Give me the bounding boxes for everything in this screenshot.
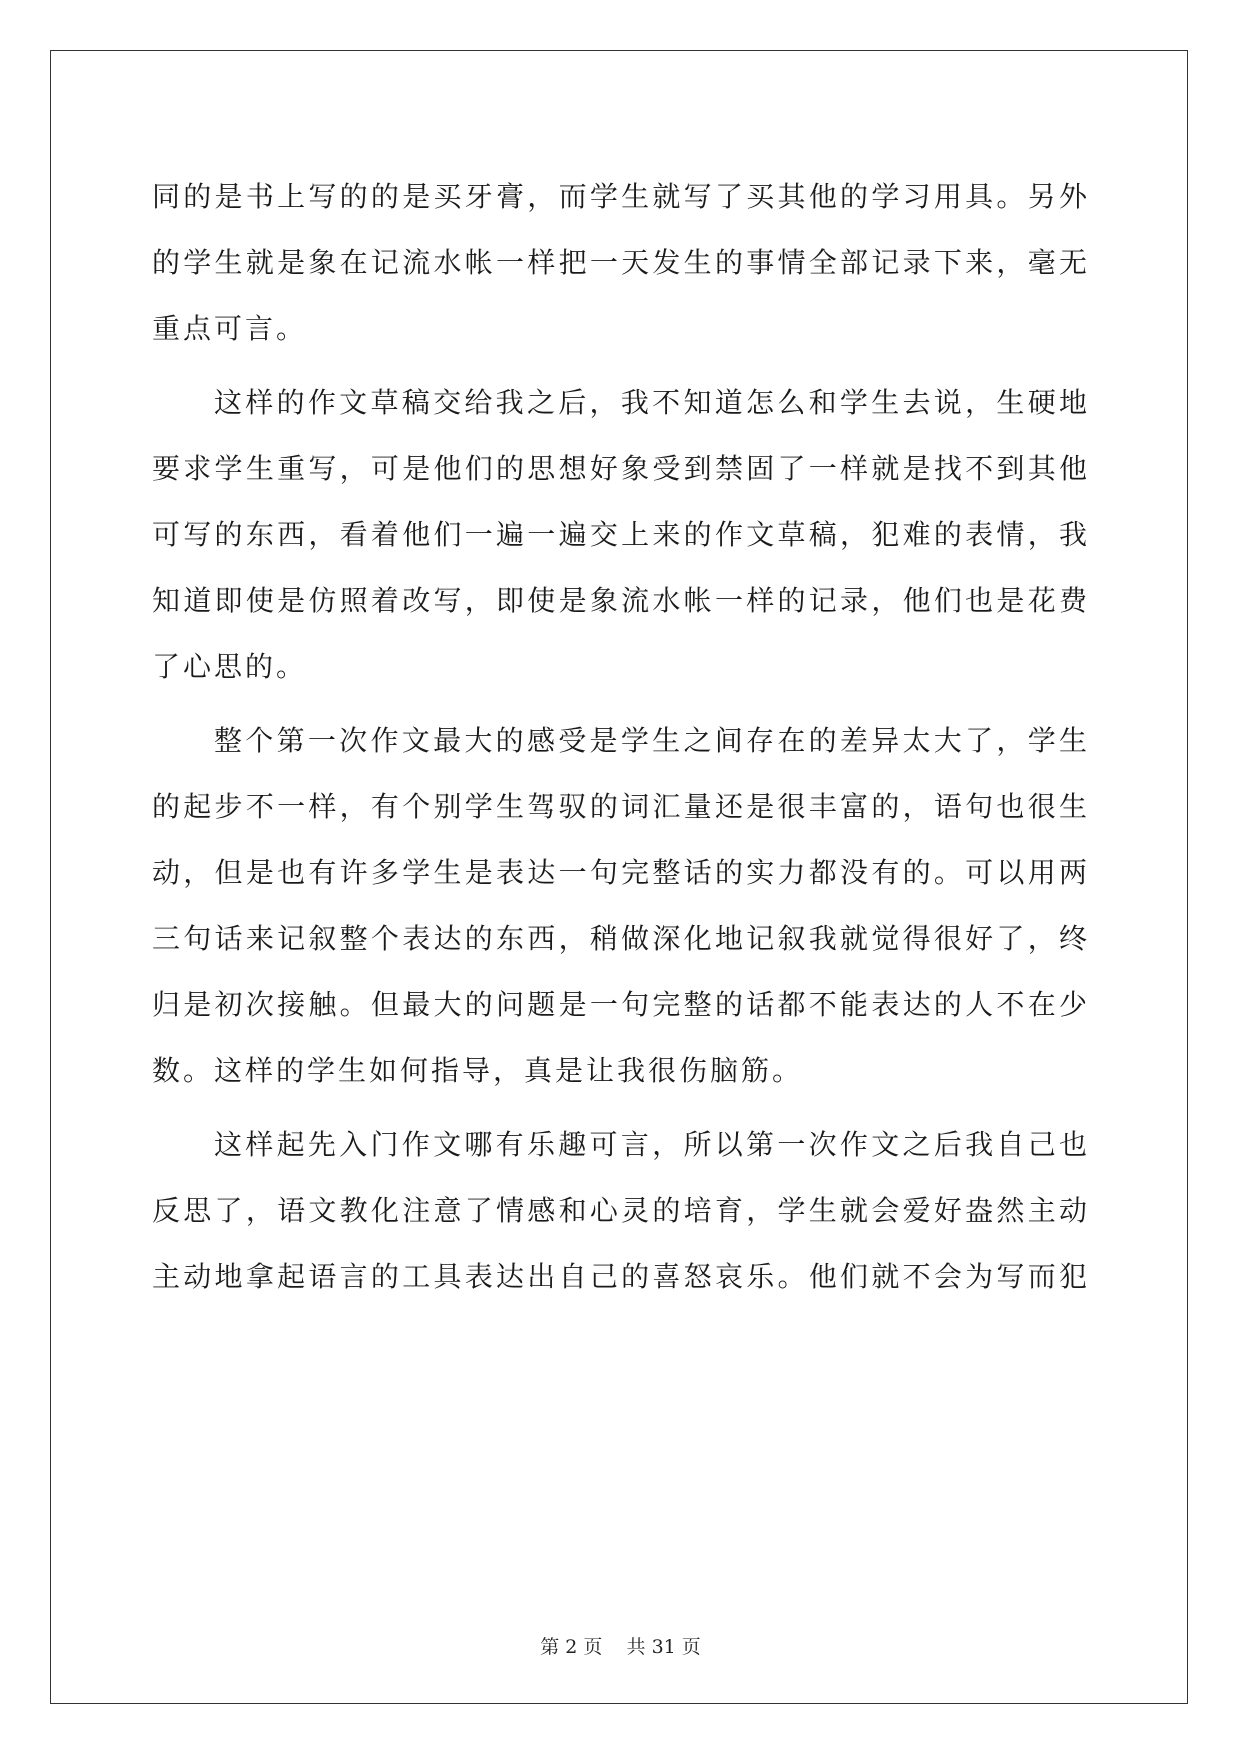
text-line: 重点可言。 xyxy=(152,312,308,345)
text-line: 的学生就是象在记流水帐一样把一天发生的事情全部记录下来，毫无 xyxy=(152,246,1087,279)
text-line: 这样起先入门作文哪有乐趣可言，所以第一次作文之后我自己也 xyxy=(214,1128,1087,1161)
text-line: 整个第一次作文最大的感受是学生之间存在的差异太大了，学生 xyxy=(214,724,1087,757)
text-line: 的起步不一样，有个别学生驾驭的词汇量还是很丰富的，语句也很生 xyxy=(152,790,1087,823)
text-line: 三句话来记叙整个表达的东西，稍做深化地记叙我就觉得很好了，终 xyxy=(152,922,1087,955)
text-line: 动，但是也有许多学生是表达一句完整话的实力都没有的。可以用两 xyxy=(152,856,1087,889)
text-line: 这样的作文草稿交给我之后，我不知道怎么和学生去说，生硬地 xyxy=(214,386,1087,419)
text-line: 同的是书上写的的是买牙膏，而学生就写了买其他的学习用具。另外 xyxy=(152,180,1087,213)
page-number-footer: 第 2 页 共 31 页 xyxy=(540,1636,701,1658)
text-line: 数。这样的学生如何指导，真是让我很伤脑筋。 xyxy=(152,1054,804,1087)
text-line: 要求学生重写，可是他们的思想好象受到禁固了一样就是找不到其他 xyxy=(152,452,1087,485)
text-line: 可写的东西，看着他们一遍一遍交上来的作文草稿，犯难的表情，我 xyxy=(152,518,1087,551)
text-line: 知道即使是仿照着改写，即使是象流水帐一样的记录，他们也是花费 xyxy=(152,584,1087,617)
text-line: 反思了，语文教化注意了情感和心灵的培育，学生就会爱好盎然主动 xyxy=(152,1194,1087,1227)
text-line: 了心思的。 xyxy=(152,650,308,683)
text-line: 归是初次接触。但最大的问题是一句完整的话都不能表达的人不在少 xyxy=(152,988,1087,1021)
text-line: 主动地拿起语言的工具表达出自己的喜怒哀乐。他们就不会为写而犯 xyxy=(152,1260,1087,1293)
document-body xyxy=(152,164,1087,1310)
